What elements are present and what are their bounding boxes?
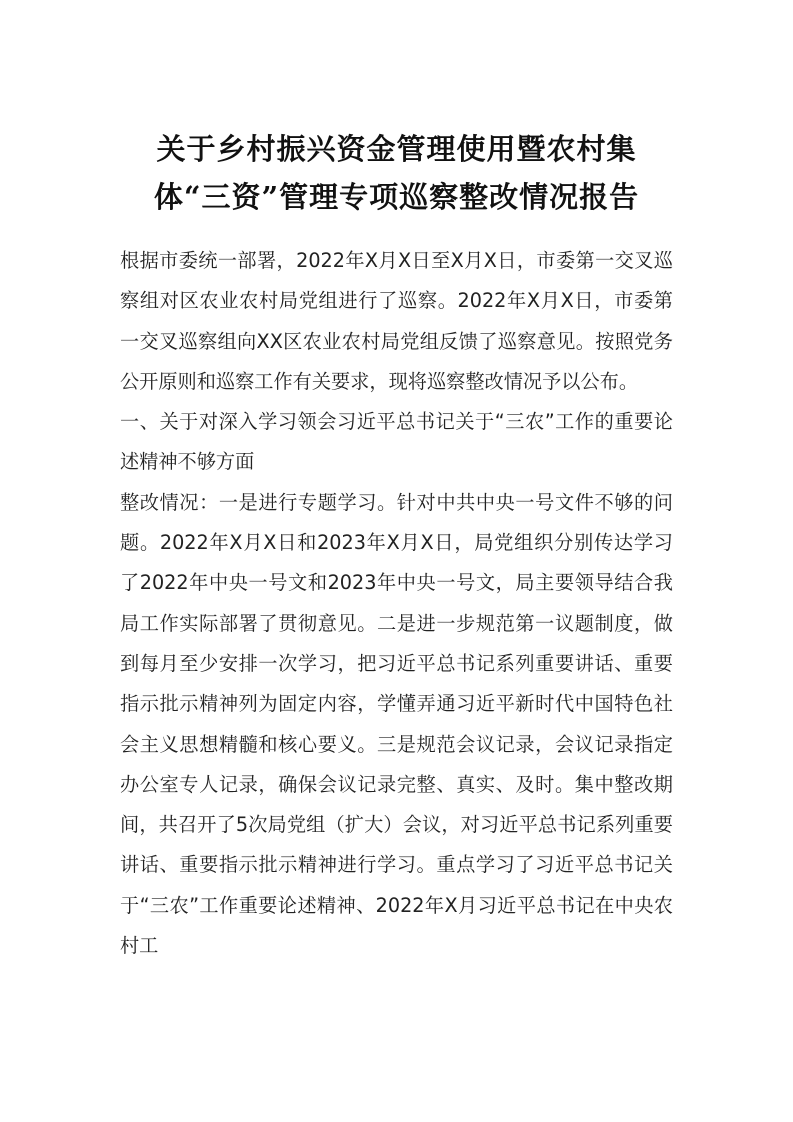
document-body [120, 241, 673, 966]
rectification-paragraph: 整改情况：一是进行专题学习。针对中共中央一号文件不够的问题。2022年X月X日和2023年X月X日，局党组织分别传达学习了2022年中央一号文和2023年中央一号文，局主要领导结合我局工作实际部署了贯彻意见。二是进一步规范第一议题制度，做到每月至少安排一次学习，把习近平总书记系列重要讲话、重要指示批示精神列为固定内容，学懂弄通习近平新时代中国特色社会主义思想精髓和核心要义。三是规范会议记录，会议记录指定办公室专人记录，确保会议记录完整、真实、及时。集中整改期间，共召开了5次局党组（扩大）会议，对习近平总书记系列重要讲话、重要指示批示精神进行学习。重点学习了习近平总书记关于“三农”工作重要论述精神、2022年X月习近平总书记在中央农村工 [120, 490, 673, 958]
intro-paragraph: 根据市委统一部署，2022年X月X日至X月X日，市委第一交叉巡察组对区农业农村局党组进行了巡察。2022年X月X日，市委第一交叉巡察组向XX区农业农村局党组反馈了巡察意见。按照党务公开原则和巡察工作有关要求，现将巡察整改情况予以公布。 [120, 249, 673, 393]
document-title: 关于乡村振兴资金管理使用暨农村集体“三资”管理专项巡察整改情况报告 [153, 132, 640, 214]
section-heading-1: 一、关于对深入学习领会习近平总书记关于“三农”工作的重要论述精神不够方面 [120, 410, 673, 474]
